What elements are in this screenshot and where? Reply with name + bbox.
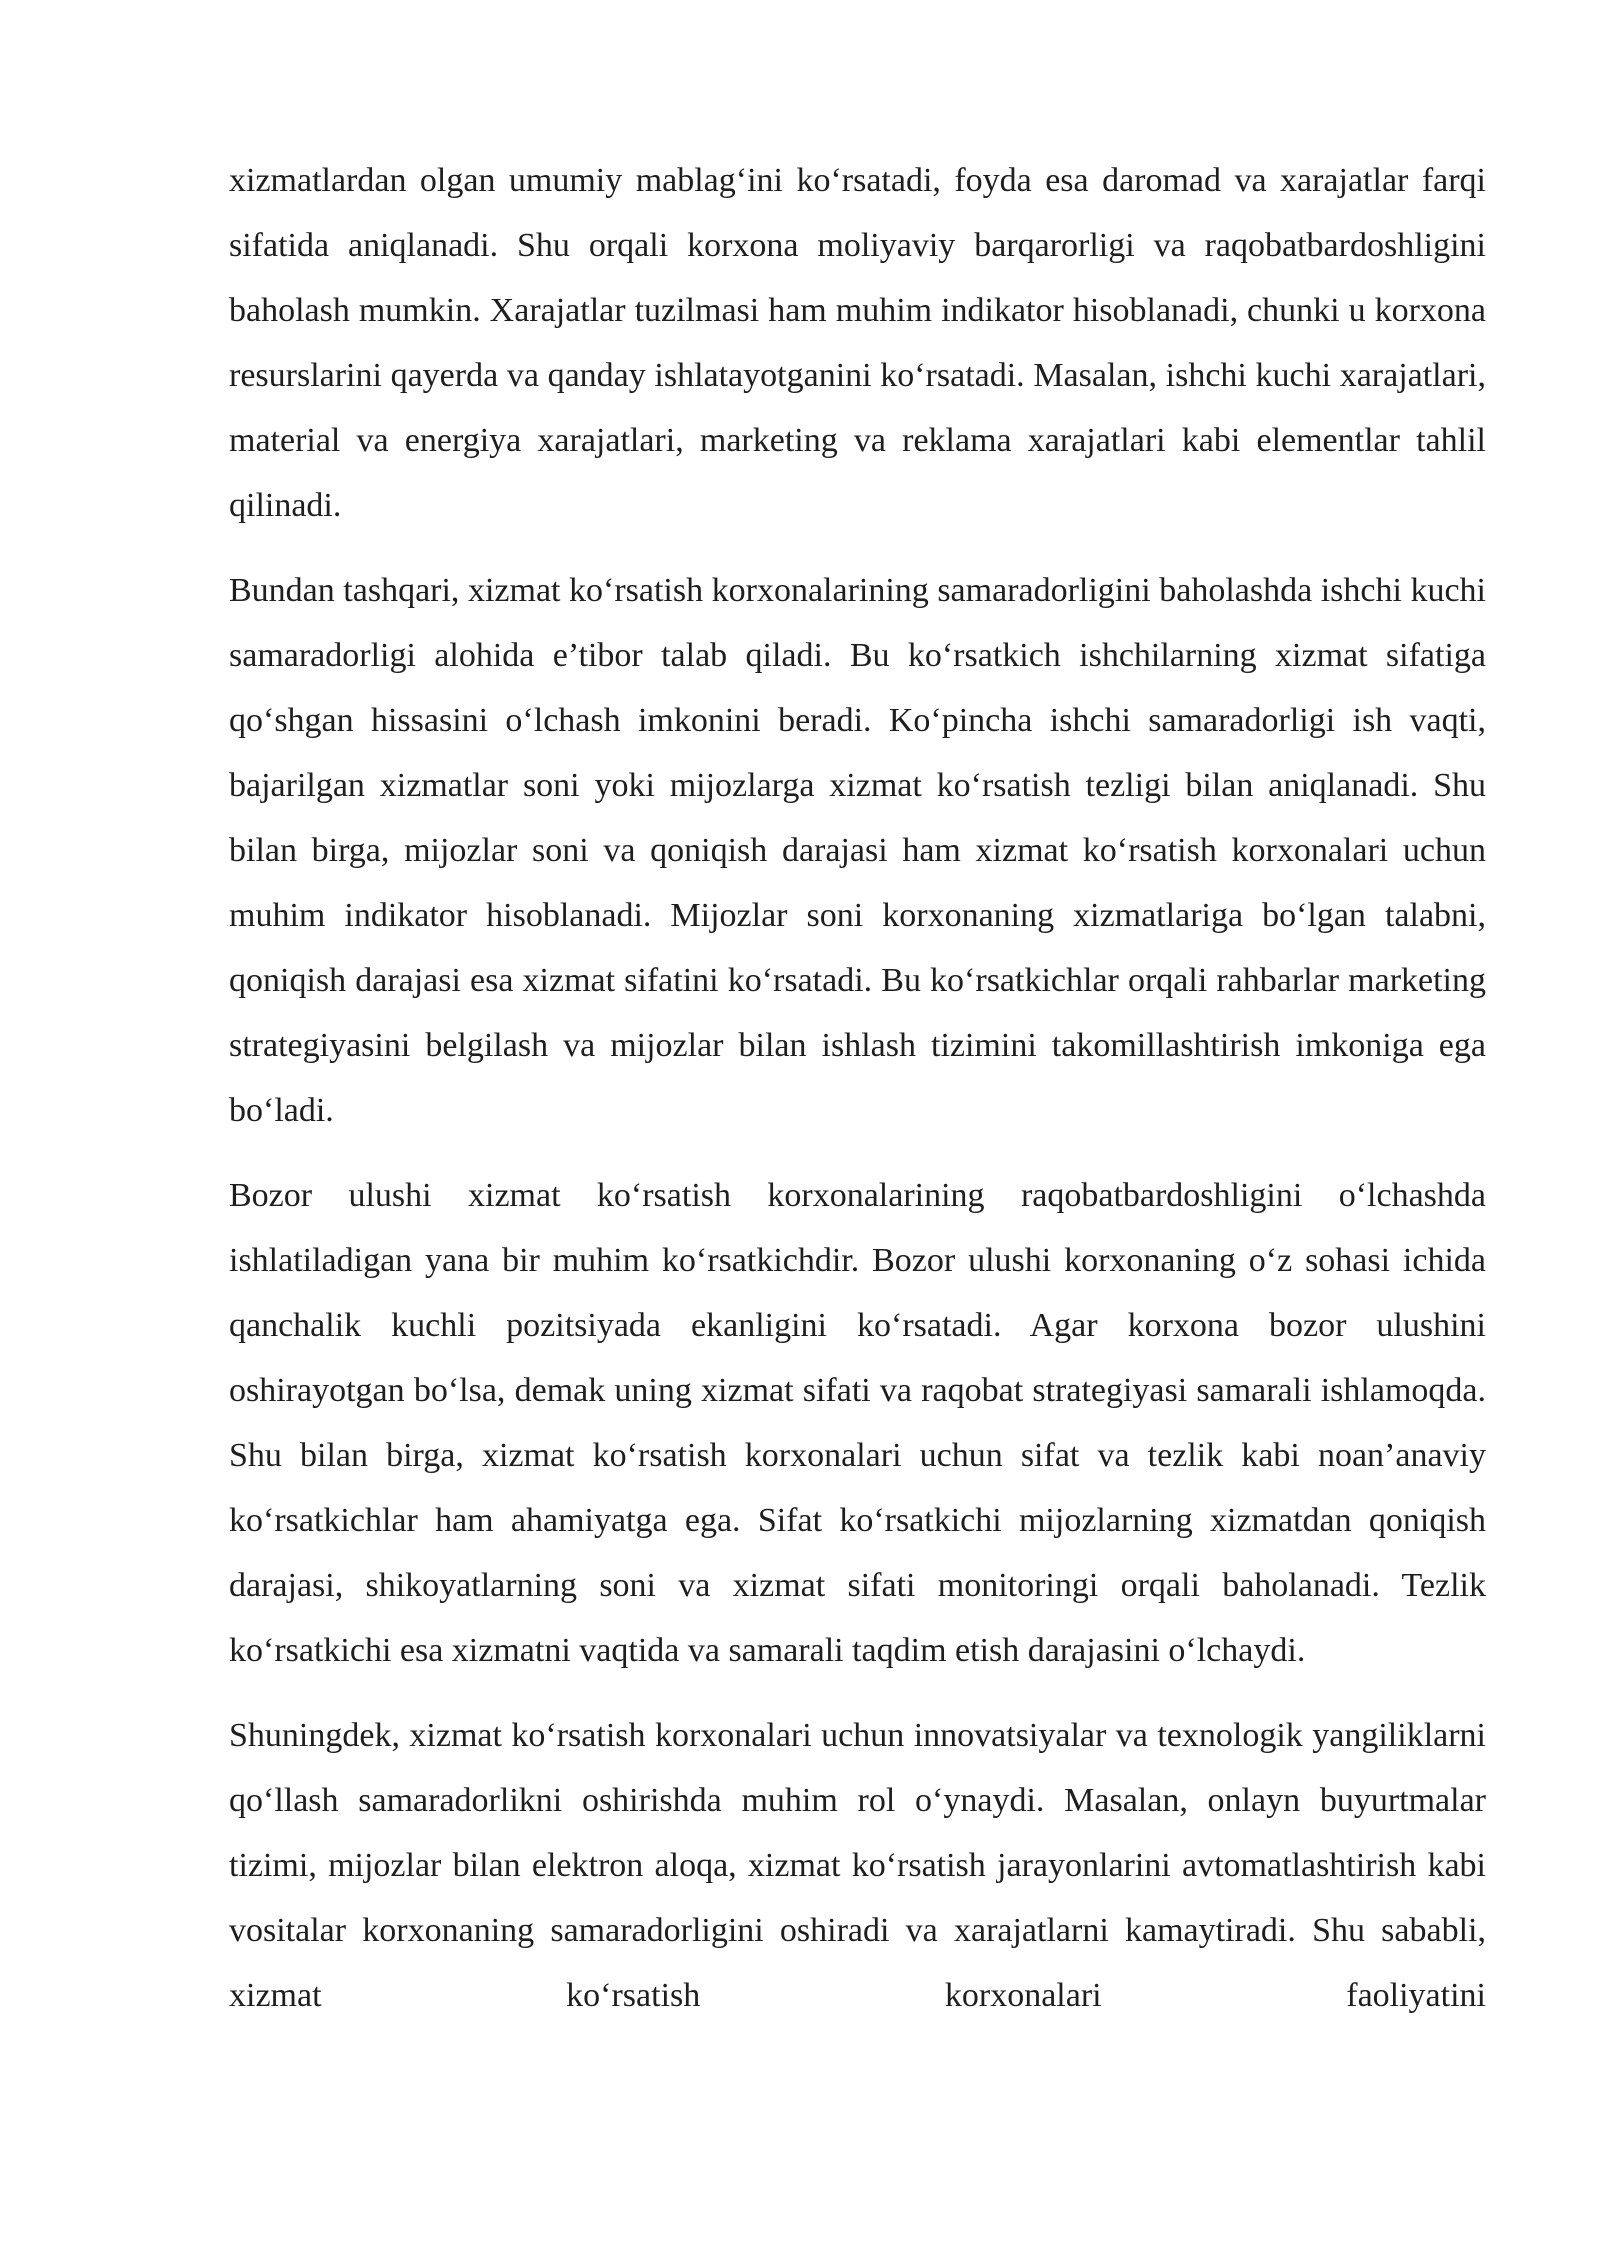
body-text <box>229 148 1486 2048</box>
paragraph-3: Bozor ulushi xizmat ko‘rsatish korxonalarining raqobatbardoshligini o‘lchashda ishlatiladigan yana bir muhim ko‘rsatkichdir. Bozor ulushi korxonaning o‘z sohasi ichida qanchalik kuchli pozitsiyada ekanligini ko‘rsatadi. Agar korxona bozor ulushini oshirayotgan bo‘lsa, demak uning xizmat sifati va raqobat strategiyasi samarali ishlamoqda. Shu bilan birga, xizmat ko‘rsatish korxonalari uchun sifat va tezlik kabi noan’anaviy ko‘rsatkichlar ham ahamiyatga ega. Sifat ko‘rsatkichi mijozlarning xizmatdan qoniqish darajasi, shikoyatlarning soni va xizmat sifati monitoringi orqali baholanadi. Tezlik ko‘rsatkichi esa xizmatni vaqtida va samarali taqdim etish darajasini o‘lchaydi. <box>229 1177 1486 1669</box>
paragraph-1: xizmatlardan olgan umumiy mablag‘ini ko‘rsatadi, foyda esa daromad va xarajatlar farqi sifatida aniqlanadi. Shu orqali korxona moliyaviy barqarorligi va raqobatbardoshligini baholash mumkin. Xarajatlar tuzilmasi ham muhim indikator hisoblanadi, chunki u korxona resurslarini qayerda va qanday ishlatayotganini ko‘rsatadi. Masalan, ishchi kuchi xarajatlari, material va energiya xarajatlari, marketing va reklama xarajatlari kabi elementlar tahlil qilinadi. <box>229 162 1486 524</box>
paragraph-4: Shuningdek, xizmat ko‘rsatish korxonalari uchun innovatsiyalar va texnologik yangiliklarni qo‘llash samaradorlikni oshirishda muhim rol o‘ynaydi. Masalan, onlayn buyurtmalar tizimi, mijozlar bilan elektron aloqa, xizmat ko‘rsatish jarayonlarini avtomatlashtirish kabi vositalar korxonaning samaradorligini oshiradi va xarajatlarni kamaytiradi. Shu sababli, xizmat ko‘rsatish korxonalari faoliyatini <box>229 1717 1486 2014</box>
paragraph-2: Bundan tashqari, xizmat ko‘rsatish korxonalarining samaradorligini baholashda ishchi kuchi samaradorligi alohida e’tibor talab qiladi. Bu ko‘rsatkich ishchilarning xizmat sifatiga qo‘shgan hissasini o‘lchash imkonini beradi. Ko‘pincha ishchi samaradorligi ish vaqti, bajarilgan xizmatlar soni yoki mijozlarga xizmat ko‘rsatish tezligi bilan aniqlanadi. Shu bilan birga, mijozlar soni va qoniqish darajasi ham xizmat ko‘rsatish korxonalari uchun muhim indikator hisoblanadi. Mijozlar soni korxonaning xizmatlariga bo‘lgan talabni, qoniqish darajasi esa xizmat sifatini ko‘rsatadi. Bu ko‘rsatkichlar orqali rahbarlar marketing strategiyasini belgilash va mijozlar bilan ishlash tizimini takomillashtirish imkoniga ega bo‘ladi. <box>229 572 1486 1129</box>
